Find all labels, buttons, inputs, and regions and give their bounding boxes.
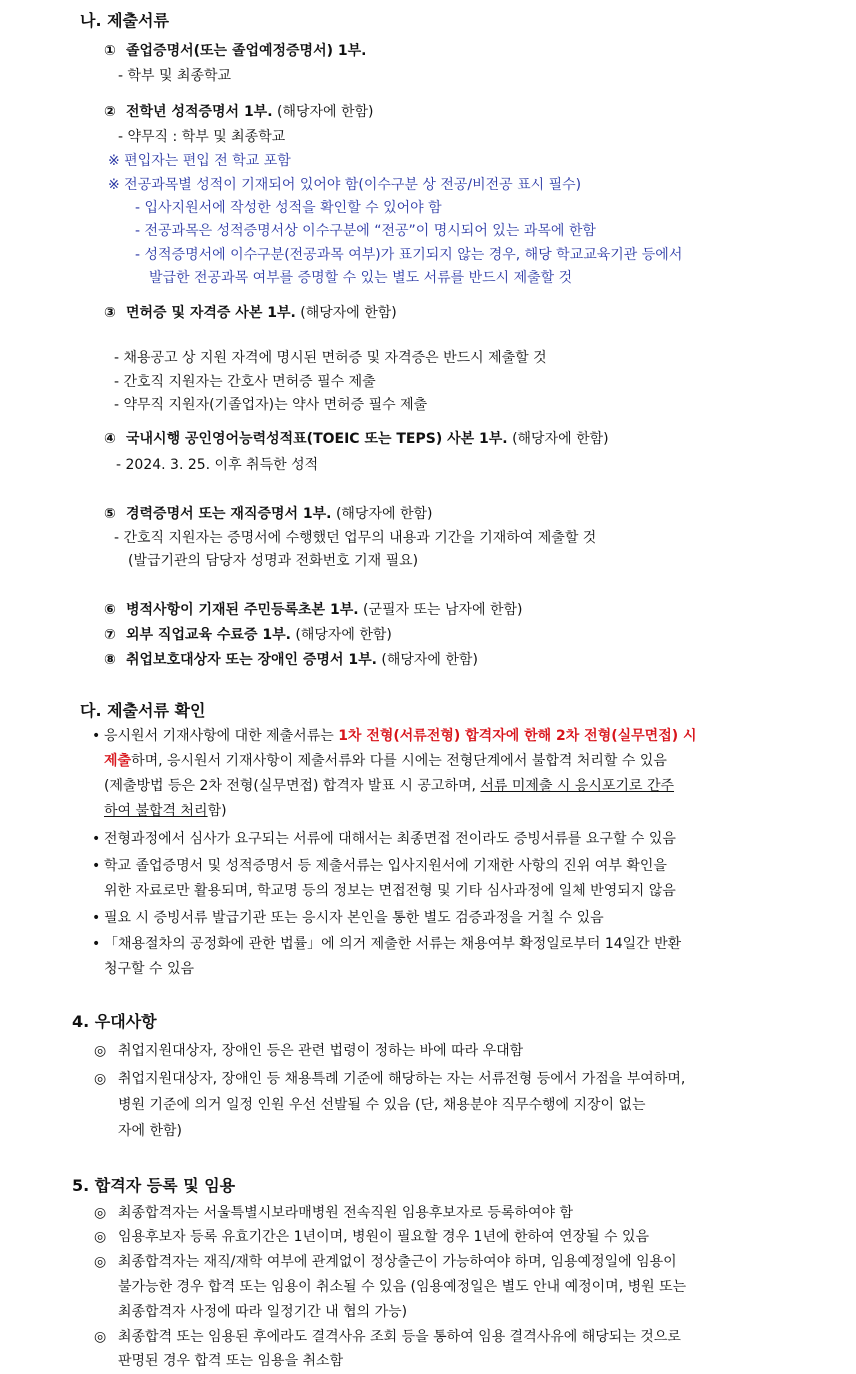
section-title-registration: 5. 합격자 등록 및 임용 xyxy=(72,1176,236,1195)
registration-item-2: ◎ 임용후보자 등록 유효기간은 1년이며, 병원이 필요할 경우 1년에 한하여 연장될 수 있음 xyxy=(94,1229,650,1245)
preference-item-2-line-2: 병원 기준에 의거 일정 인원 우선 선발될 수 있음 (단, 채용분야 직무수행에 지장이 없는 xyxy=(118,1097,646,1113)
doc-item-2-ref-transfer: ※ 편입자는 편입 전 학교 포함 xyxy=(108,153,291,169)
registration-item-3-line-2: 불가능한 경우 합격 또는 임용이 취소될 수 있음 (임용예정일은 별도 안내 예정이며, 병원 또는 xyxy=(118,1279,687,1295)
doc-check-bullet-4: • 필요 시 증빙서류 발급기관 또는 응시자 본인을 통한 별도 검증과정을 거칠 수 있음 xyxy=(92,910,604,926)
doc-item-2: ② 전학년 성적증명서 1부. (해당자에 한함) xyxy=(104,104,374,120)
doc-item-6: ⑥ 병적사항이 기재된 주민등록초본 1부. (군필자 또는 남자에 한함) xyxy=(104,602,523,618)
doc-check-bullet-5-line-2: 청구할 수 있음 xyxy=(104,961,195,977)
doc-item-4: ④ 국내시행 공인영어능력성적표(TOEIC 또는 TEPS) 사본 1부. (해당자에 한함) xyxy=(104,431,609,447)
doc-check-bullet-3-line-2: 위한 자료로만 활용되며, 학교명 등의 정보는 면접전형 및 기타 심사과정에 일체 반영되지 않음 xyxy=(104,883,676,899)
preference-item-2-line-3: 자에 한함) xyxy=(118,1123,183,1139)
section-title-submission-docs: 나. 제출서류 xyxy=(80,11,169,30)
doc-item-2-detail-3-cont: 발급한 전공과목 여부를 증명할 수 있는 별도 서류를 반드시 제출할 것 xyxy=(149,270,573,286)
doc-item-7: ⑦ 외부 직업교육 수료증 1부. (해당자에 한함) xyxy=(104,627,392,643)
section-title-preference: 4. 우대사항 xyxy=(72,1012,157,1031)
doc-item-5-sub-2: (발급기관의 담당자 성명과 전화번호 기재 필요) xyxy=(128,553,419,569)
doc-item-2-detail-1: - 입사지원서에 작성한 성적을 확인할 수 있어야 함 xyxy=(135,200,442,216)
doc-check-bullet-2: • 전형과정에서 심사가 요구되는 서류에 대해서는 최종면접 전이라도 증빙서류를 요구할 수 있음 xyxy=(92,831,676,847)
registration-item-4: ◎ 최종합격 또는 임용된 후에라도 결격사유 조회 등을 통하여 임용 결격사유에 해당되는 것으로 xyxy=(94,1329,681,1345)
doc-item-3-sub-2: - 간호직 지원자는 간호사 면허증 필수 제출 xyxy=(114,374,376,390)
preference-item-2: ◎ 취업지원대상자, 장애인 등 채용특례 기준에 해당하는 자는 서류전형 등에서 가점을 부여하며, xyxy=(94,1071,686,1087)
doc-item-3: ③ 면허증 및 자격증 사본 1부. (해당자에 한함) xyxy=(104,305,397,321)
doc-check-bullet-1: • 응시원서 기재사항에 대한 제출서류는 1차 전형(서류전형) 합격자에 한해 2차 전형(실무면접) 시 xyxy=(92,728,697,744)
doc-item-1: ① 졸업증명서(또는 졸업예정증명서) 1부. xyxy=(104,43,367,59)
doc-item-4-sub-1: - 2024. 3. 25. 이후 취득한 성적 xyxy=(116,457,319,473)
doc-item-2-sub: - 약무직 : 학부 및 최종학교 xyxy=(118,129,286,145)
doc-item-2-detail-2: - 전공과목은 성적증명서상 이수구분에 “전공”이 명시되어 있는 과목에 한함 xyxy=(135,223,596,239)
doc-item-3-sub-3: - 약무직 지원자(기졸업자)는 약사 면허증 필수 제출 xyxy=(114,397,428,413)
doc-item-5-sub-1: - 간호직 지원자는 증명서에 수행했던 업무의 내용과 기간을 기재하여 제출할 것 xyxy=(114,530,597,546)
doc-item-3-sub-1: - 채용공고 상 지원 자격에 명시된 면허증 및 자격증은 반드시 제출할 것 xyxy=(114,350,547,366)
registration-item-3: ◎ 최종합격자는 재직/재학 여부에 관계없이 정상출근이 가능하여야 하며, 임용예정일에 임용이 xyxy=(94,1254,677,1270)
doc-check-bullet-3: • 학교 졸업증명서 및 성적증명서 등 제출서류는 입사지원서에 기재한 사항의 진위 여부 확인을 xyxy=(92,858,667,874)
doc-check-bullet-1-line-2: 제출하며, 응시원서 기재사항이 제출서류와 다를 시에는 전형단계에서 불합격 처리할 수 있음 xyxy=(104,753,667,769)
doc-item-5: ⑤ 경력증명서 또는 재직증명서 1부. (해당자에 한함) xyxy=(104,506,433,522)
registration-item-4-line-2: 판명된 경우 합격 또는 임용을 취소함 xyxy=(118,1353,344,1369)
section-title-doc-check: 다. 제출서류 확인 xyxy=(80,701,206,720)
doc-check-bullet-5: • 「채용절차의 공정화에 관한 법률」에 의거 제출한 서류는 채용여부 확정일로부터 14일간 반환 xyxy=(92,936,682,952)
registration-item-1: ◎ 최종합격자는 서울특별시보라매병원 전속직원 임용후보자로 등록하여야 함 xyxy=(94,1205,574,1221)
doc-item-2-ref-major: ※ 전공과목별 성적이 기재되어 있어야 함(이수구분 상 전공/비전공 표시 필수) xyxy=(108,177,582,193)
doc-item-8: ⑧ 취업보호대상자 또는 장애인 증명서 1부. (해당자에 한함) xyxy=(104,652,478,668)
registration-item-3-line-3: 최종합격자 사정에 따라 일정기간 내 협의 가능) xyxy=(118,1304,408,1320)
doc-item-1-sub: - 학부 및 최종학교 xyxy=(118,68,232,84)
doc-item-2-detail-3: - 성적증명서에 이수구분(전공과목 여부)가 표기되지 않는 경우, 해당 학교교육기관 등에서 xyxy=(135,247,683,263)
doc-check-bullet-1-line-3: (제출방법 등은 2차 전형(실무면접) 합격자 발표 시 공고하며, 서류 미제출 시 응시포기로 간주 xyxy=(104,778,675,794)
preference-item-1: ◎ 취업지원대상자, 장애인 등은 관련 법령이 정하는 바에 따라 우대함 xyxy=(94,1043,524,1059)
doc-check-bullet-1-line-4: 하여 불합격 처리함) xyxy=(104,803,227,819)
